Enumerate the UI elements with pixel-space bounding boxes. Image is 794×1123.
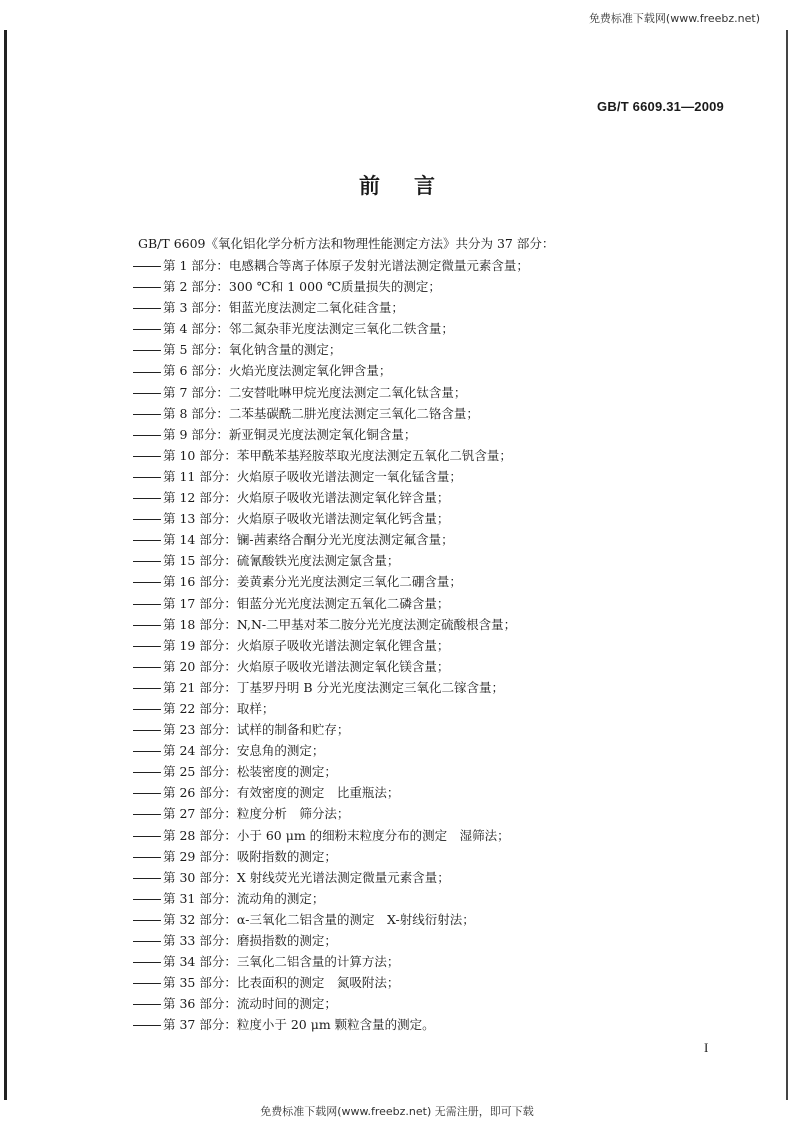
list-item-text: 第 13 部分：火焰原子吸收光谱法测定氧化钙含量； <box>163 511 450 527</box>
list-item <box>133 276 529 297</box>
page-number: I <box>704 1040 709 1055</box>
em-dash-marker <box>133 667 161 668</box>
list-item <box>133 972 529 993</box>
list-item-text: 第 20 部分：火焰原子吸收光谱法测定氧化镁含量； <box>163 658 450 674</box>
em-dash-marker <box>133 582 161 583</box>
list-item-text: 第 35 部分：比表面积的测定 氮吸附法； <box>163 975 400 991</box>
list-item <box>133 846 529 867</box>
list-item-text: 第 19 部分：火焰原子吸收光谱法测定氧化锂含量； <box>163 637 450 653</box>
em-dash-marker <box>133 751 161 752</box>
list-item-text: 第 26 部分：有效密度的测定 比重瓶法； <box>163 785 400 801</box>
em-dash-marker <box>133 857 161 858</box>
em-dash-marker <box>133 899 161 900</box>
list-item-text: 第 25 部分：松装密度的测定； <box>163 764 337 780</box>
em-dash-marker <box>133 604 161 605</box>
em-dash-marker <box>133 625 161 626</box>
list-item <box>133 339 529 360</box>
list-item-text: 第 9 部分：新亚铜灵光度法测定氧化铜含量； <box>163 426 417 442</box>
em-dash-marker <box>133 730 161 731</box>
list-item <box>133 297 529 318</box>
em-dash-marker <box>133 435 161 436</box>
em-dash-marker <box>133 772 161 773</box>
list-item <box>133 255 529 276</box>
em-dash-marker <box>133 561 161 562</box>
em-dash-marker <box>133 878 161 879</box>
list-item-text: 第 33 部分：磨损指数的测定； <box>163 933 337 948</box>
list-item <box>133 360 529 381</box>
em-dash-marker <box>133 477 161 478</box>
standard-code: GB/T 6609.31—2009 <box>597 99 724 114</box>
list-item <box>133 930 529 951</box>
watermark-bottom: 免费标准下载网(www.freebz.net) 无需注册，即可下载 <box>260 1105 534 1118</box>
list-item <box>133 466 529 487</box>
list-item <box>133 403 529 424</box>
em-dash-marker <box>133 836 161 837</box>
list-item <box>133 635 529 656</box>
em-dash-marker <box>133 688 161 689</box>
list-item-text: 第 12 部分：火焰原子吸收光谱法测定氧化锌含量； <box>163 490 450 506</box>
em-dash-marker <box>133 793 161 794</box>
list-item <box>133 825 529 846</box>
list-item-text: 第 29 部分：吸附指数的测定； <box>163 848 337 864</box>
list-item <box>133 529 529 550</box>
list-item <box>133 909 529 930</box>
list-item-text: 第 6 部分：火焰光度法测定氧化钾含量； <box>163 363 392 379</box>
list-item <box>133 888 529 909</box>
em-dash-marker <box>133 1004 161 1005</box>
em-dash-marker <box>133 709 161 710</box>
list-item <box>133 382 529 403</box>
parts-list <box>133 255 529 1035</box>
list-item-text: 第 27 部分：粒度分析 筛分法； <box>163 806 350 822</box>
intro-paragraph: GB/T 6609《氧化铝化学分析方法和物理性能测定方法》共分为 37 部分： <box>138 236 555 251</box>
list-item <box>133 993 529 1014</box>
list-item-text: 第 7 部分：二安替吡啉甲烷光度法测定二氧化钛含量； <box>163 384 467 400</box>
list-item <box>133 761 529 782</box>
em-dash-marker <box>133 456 161 457</box>
list-item-text: 第 31 部分：流动角的测定； <box>163 890 325 906</box>
list-item-text: 第 21 部分：丁基罗丹明 B 分光光度法测定三氧化二镓含量； <box>163 679 504 695</box>
em-dash-marker <box>133 941 161 942</box>
list-item <box>133 867 529 888</box>
em-dash-marker <box>133 414 161 415</box>
list-item-text: 第 23 部分：试样的制备和贮存； <box>163 722 350 738</box>
list-item-text: 第 36 部分：流动时间的测定； <box>163 996 337 1012</box>
list-item <box>133 719 529 740</box>
page-title: 前言 <box>359 174 469 198</box>
list-item <box>133 782 529 803</box>
list-item-text: 第 1 部分：电感耦合等离子体原子发射光谱法测定微量元素含量； <box>163 258 529 273</box>
list-item <box>133 698 529 719</box>
list-item-text: 第 15 部分：硫氰酸铁光度法测定氯含量； <box>163 553 400 569</box>
em-dash-marker <box>133 920 161 921</box>
list-item-text: 第 14 部分：镧-茜素络合酮分光光度法测定氟含量； <box>163 532 454 548</box>
list-item <box>133 740 529 761</box>
list-item-text: 第 24 部分：安息角的测定； <box>163 743 325 759</box>
list-item <box>133 656 529 677</box>
em-dash-marker <box>133 498 161 499</box>
list-item <box>133 571 529 592</box>
em-dash-marker <box>133 308 161 309</box>
list-item <box>133 508 529 529</box>
list-item-text: 第 18 部分：N,N-二甲基对苯二胺分光光度法测定硫酸根含量； <box>163 616 517 632</box>
list-item-text: 第 28 部分：小于 60 μm 的细粉末粒度分布的测定 湿筛法； <box>163 827 510 843</box>
list-item <box>133 803 529 824</box>
em-dash-marker <box>133 983 161 984</box>
list-item-text: 第 32 部分：α-三氧化二铝含量的测定 X-射线衍射法； <box>163 911 475 927</box>
watermark-top: 免费标准下载网(www.freebz.net) <box>588 12 760 25</box>
list-item-text: 第 30 部分：X 射线荧光光谱法测定微量元素含量； <box>163 869 450 885</box>
em-dash-marker <box>133 287 161 288</box>
list-item-text: 第 17 部分：钼蓝分光光度法测定五氧化二磷含量； <box>163 595 450 611</box>
list-item <box>133 424 529 445</box>
list-item-text: 第 5 部分：氧化钠含量的测定； <box>163 342 342 358</box>
list-item <box>133 593 529 614</box>
list-item <box>133 1014 529 1035</box>
list-item <box>133 614 529 635</box>
em-dash-marker <box>133 372 161 373</box>
list-item-text: 第 4 部分：邻二氮杂菲光度法测定三氧化二铁含量； <box>163 321 454 337</box>
em-dash-marker <box>133 350 161 351</box>
list-item <box>133 951 529 972</box>
list-item-text: 第 10 部分：苯甲酰苯基羟胺萃取光度法测定五氧化二钒含量； <box>163 447 512 463</box>
em-dash-marker <box>133 962 161 963</box>
list-item <box>133 445 529 466</box>
list-item-text: 第 3 部分：钼蓝光度法测定二氧化硅含量； <box>163 300 404 316</box>
em-dash-marker <box>133 329 161 330</box>
em-dash-marker <box>133 519 161 520</box>
list-item <box>133 487 529 508</box>
em-dash-marker <box>133 814 161 815</box>
list-item-text: 第 34 部分：三氧化二铝含量的计算方法； <box>163 954 400 970</box>
list-item <box>133 677 529 698</box>
list-item-text: 第 22 部分：取样； <box>163 700 275 716</box>
list-item-text: 第 2 部分：300 ℃和 1 000 ℃质量损失的测定； <box>163 279 441 295</box>
list-item <box>133 318 529 339</box>
list-item <box>133 550 529 571</box>
em-dash-marker <box>133 1025 161 1026</box>
list-item-text: 第 16 部分：姜黄素分光光度法测定三氧化二硼含量； <box>163 574 462 590</box>
em-dash-marker <box>133 266 161 267</box>
list-item-text: 第 37 部分：粒度小于 20 μm 颗粒含量的测定。 <box>163 1017 435 1033</box>
list-item-text: 第 8 部分：二苯基碳酰二肼光度法测定三氧化二铬含量； <box>163 405 479 421</box>
list-item-text: 第 11 部分：火焰原子吸收光谱法测定一氧化锰含量； <box>163 468 462 484</box>
em-dash-marker <box>133 393 161 394</box>
em-dash-marker <box>133 646 161 647</box>
em-dash-marker <box>133 540 161 541</box>
